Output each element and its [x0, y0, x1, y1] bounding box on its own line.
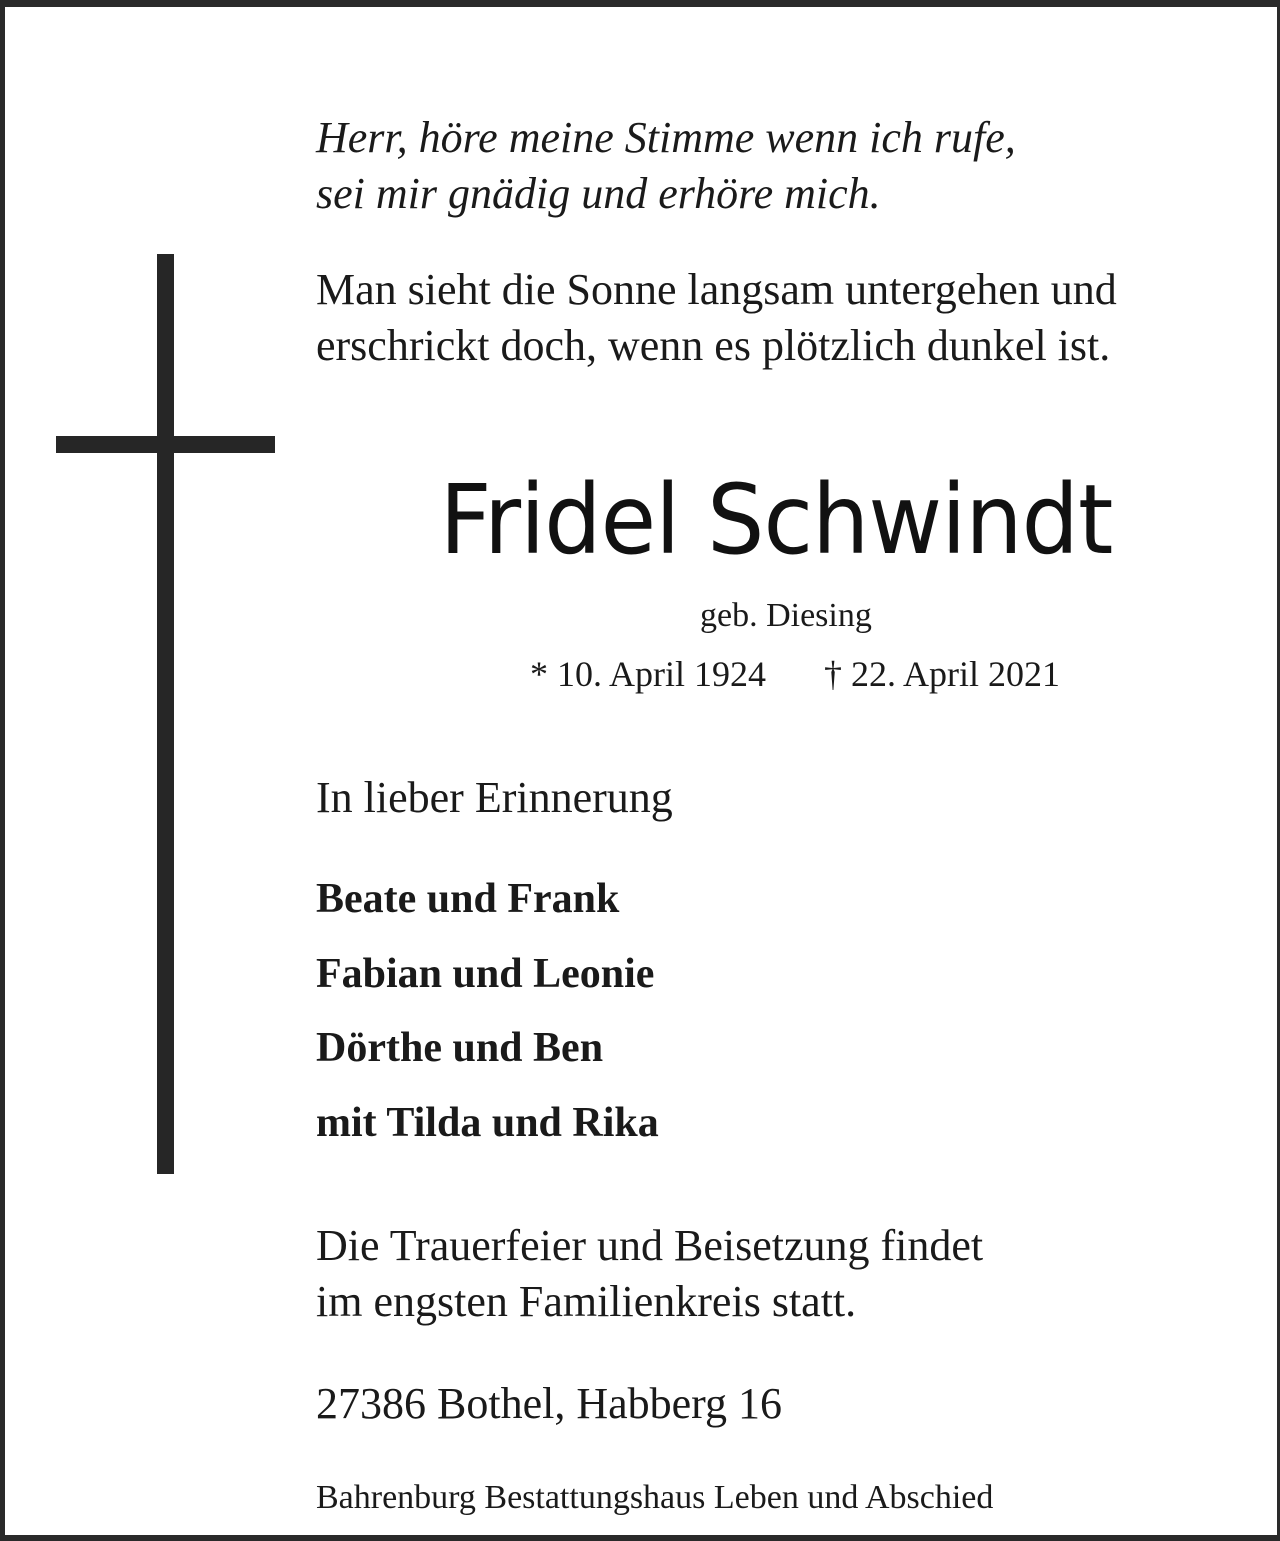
undertaker-name: Bahrenburg Bestattungshaus Leben und Abschied: [316, 1479, 994, 1516]
memorial-saying: [316, 262, 1117, 374]
mourner-entry: mit Tilda und Rika: [316, 1099, 659, 1146]
deceased-name: Fridel Schwindt: [439, 464, 1113, 576]
bible-verse-line-2: sei mir gnädig und erhöre mich.: [316, 169, 881, 218]
ceremony-note-line-1: Die Trauerfeier und Beisetzung findet: [316, 1221, 984, 1270]
cross-vertical-bar: [157, 254, 174, 1174]
family-address: 27386 Bothel, Habberg 16: [316, 1379, 783, 1428]
memorial-saying-line-1: Man sieht die Sonne langsam untergehen und: [316, 265, 1117, 314]
memory-phrase: In lieber Erinnerung: [316, 773, 673, 822]
maiden-name: geb. Diesing: [700, 597, 872, 634]
mourner-entry: Dörthe und Ben: [316, 1025, 604, 1071]
ceremony-note: [316, 1218, 983, 1330]
mourners-list: [316, 862, 659, 1160]
birth-date: * 10. April 1924: [530, 654, 767, 694]
death-date: † 22. April 2021: [824, 654, 1061, 694]
memorial-saying-line-2: erschrickt doch, wenn es plötzlich dunkel ist.: [316, 321, 1111, 370]
bible-verse-line-1: Herr, höre meine Stimme wenn ich rufe,: [316, 113, 1016, 162]
cross-horizontal-bar: [56, 436, 275, 453]
ceremony-note-line-2: im engsten Familienkreis statt.: [316, 1277, 857, 1326]
mourner-entry: Beate und Frank: [316, 876, 620, 922]
mourner-entry: Fabian und Leonie: [316, 950, 655, 997]
bible-verse: [316, 110, 1016, 222]
